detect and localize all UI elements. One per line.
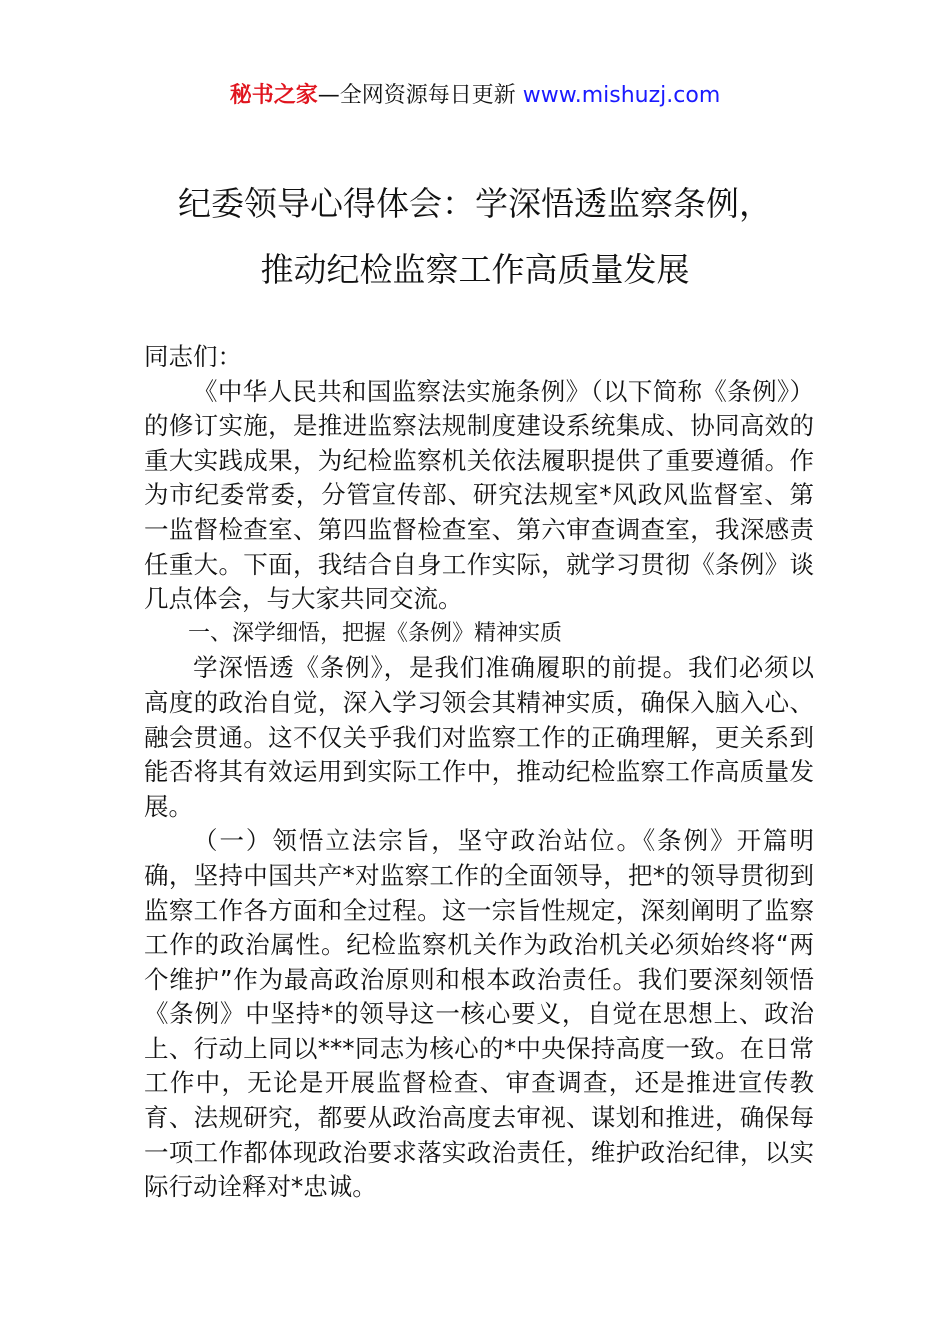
document-title-line-2: 推动纪检监察工作高质量发展 bbox=[260, 250, 690, 289]
site-header bbox=[0, 80, 950, 112]
intro-paragraph: 《中华人民共和国监察法实施条例》（以下简称《条例》）的修订实施，是推进监察法规制度建设系统集成、协同高效的重大实践成果，为纪检监察机关依法履职提供了重要遵循。作为市纪委常委，分管宣传部、研究法规室*风政风监督室、第一监督检查室、第四监督检查室、第六审查调查室，我深感责任重大。下面，我结合自身工作实际，就学习贯彻《条例》谈几点体会，与大家共同交流。 bbox=[144, 376, 814, 614]
section-1-paragraph: 学深悟透《条例》，是我们准确履职的前提。我们必须以高度的政治自觉，深入学习领会其精神实质，确保入脑入心、融会贯通。这不仅关乎我们对监察工作的正确理解，更关系到能否将其有效运用到实际工作中，推动纪检监察工作高质量发展。 bbox=[144, 653, 814, 821]
document-body bbox=[144, 340, 814, 1205]
site-brand: 秘书之家 bbox=[229, 83, 318, 108]
subsection-1-paragraph: （一）领悟立法宗旨，坚守政治站位。《条例》开篇明确，坚持中国共产*对监察工作的全面领导，把*的领导贯彻到监察工作各方面和全过程。这一宗旨性规定，深刻阐明了监察工作的政治属性。纪检监察机关作为政治机关必须始终将“两个维护”作为最高政治原则和根本政治责任。我们要深刻领悟《条例》中坚持*的领导这一核心要义，自觉在思想上、政治上、行动上同以***同志为核心的*中央保持高度一致。在日常工作中，无论是开展监督检查、审查调查，还是推进宣传教育、法规研究，都要从政治高度去审视、谋划和推进，确保每一项工作都体现政治要求落实政治责任，维护政治纪律，以实际行动诠释对*忠诚。 bbox=[144, 826, 814, 1202]
document-title-line-1: 纪委领导心得体会：学深悟透监察条例， bbox=[178, 184, 772, 223]
site-url-link[interactable]: www.mishuzj.com bbox=[522, 83, 721, 108]
site-tagline: —全网资源每日更新 bbox=[317, 83, 523, 108]
salutation: 同志们： bbox=[144, 342, 242, 371]
section-1-heading: 一、深学细悟，把握《条例》精神实质 bbox=[188, 620, 563, 646]
